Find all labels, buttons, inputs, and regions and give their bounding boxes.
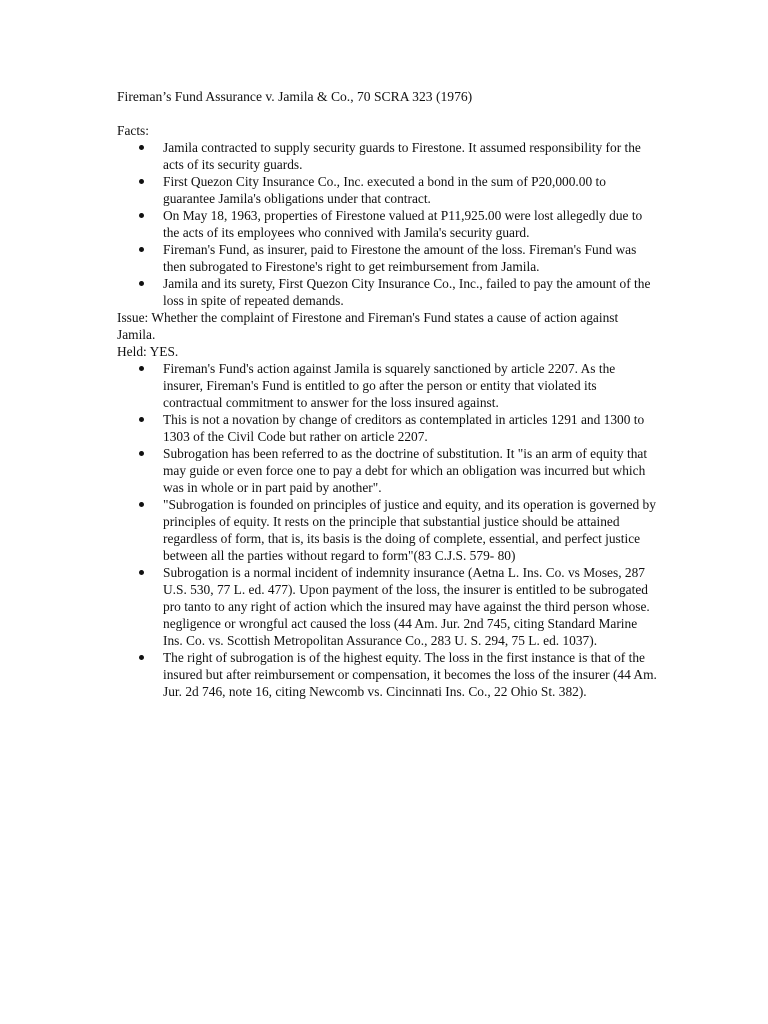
issue-statement: Issue: Whether the complaint of Firestone and Fireman's Fund states a cause of action against Jamila.	[117, 310, 619, 342]
held-item: Subrogation is a normal incident of indemnity insurance (Aetna L. Ins. Co. vs Moses, 287 U.S. 530, 77 L. ed. 477). Upon payment of the loss, the insurer is entitled to be subrogated pro tanto to any right of action which the insured may have against the third person whose. negligence or wrongful act caused the loss (44 Am. Jur. 2nd 745, citing Standard Marine Ins. Co. vs. Scottish Metropolitan Assurance Co., 283 U. S. 294, 75 L. ed. 1037).	[163, 564, 657, 649]
fact-item: Fireman's Fund, as insurer, paid to Firestone the amount of the loss. Fireman's Fund was then subrogated to Firestone's right to get reimbursement from Jamila.	[163, 241, 657, 275]
held-item: Fireman's Fund's action against Jamila is squarely sanctioned by article 2207. As the insurer, Fireman's Fund is entitled to go after the person or entity that violated its contractual commitment to answer for the loss insured against.	[163, 360, 657, 411]
held-item: "Subrogation is founded on principles of justice and equity, and its operation is governed by principles of equity. It rests on the principle that substantial justice should be attained regardless of form, that is, its basis is the doing of complete, essential, and perfect justice between all the parties without regard to form"(83 C.J.S. 579- 80)	[163, 497, 656, 563]
held-item: Subrogation has been referred to as the doctrine of substitution. It "is an arm of equity that may guide or even force one to pay a debt for which an obligation was incurred but which was in whole or in part paid by another".	[163, 445, 657, 496]
document-body	[117, 88, 657, 700]
case-title: Fireman’s Fund Assurance v. Jamila & Co., 70 SCRA 323 (1976)	[117, 89, 473, 104]
fact-item: Jamila contracted to supply security guards to Firestone. It assumed responsibility for the acts of its security guards.	[163, 139, 657, 173]
facts-list	[117, 139, 657, 309]
fact-item: Jamila and its surety, First Quezon City Insurance Co., Inc., failed to pay the amount of the loss in spite of repeated demands.	[163, 275, 657, 309]
fact-item: First Quezon City Insurance Co., Inc. executed a bond in the sum of P20,000.00 to guarantee Jamila's obligations under that contract.	[163, 173, 657, 207]
held-label: Held: YES.	[117, 344, 179, 359]
fact-item: On May 18, 1963, properties of Firestone valued at P11,925.00 were lost allegedly due to the acts of its employees who connived with Jamila's security guard.	[163, 207, 657, 241]
facts-label: Facts:	[117, 123, 149, 138]
held-list	[117, 360, 657, 700]
held-item: The right of subrogation is of the highest equity. The loss in the first instance is that of the insured but after reimbursement or compensation, it becomes the loss of the insurer (44 Am. Jur. 2d 746, note 16, citing Newcomb vs. Cincinnati Ins. Co., 22 Ohio St. 382).	[163, 650, 657, 699]
held-item: This is not a novation by change of creditors as contemplated in articles 1291 and 1300 to 1303 of the Civil Code but rather on article 2207.	[163, 411, 657, 445]
